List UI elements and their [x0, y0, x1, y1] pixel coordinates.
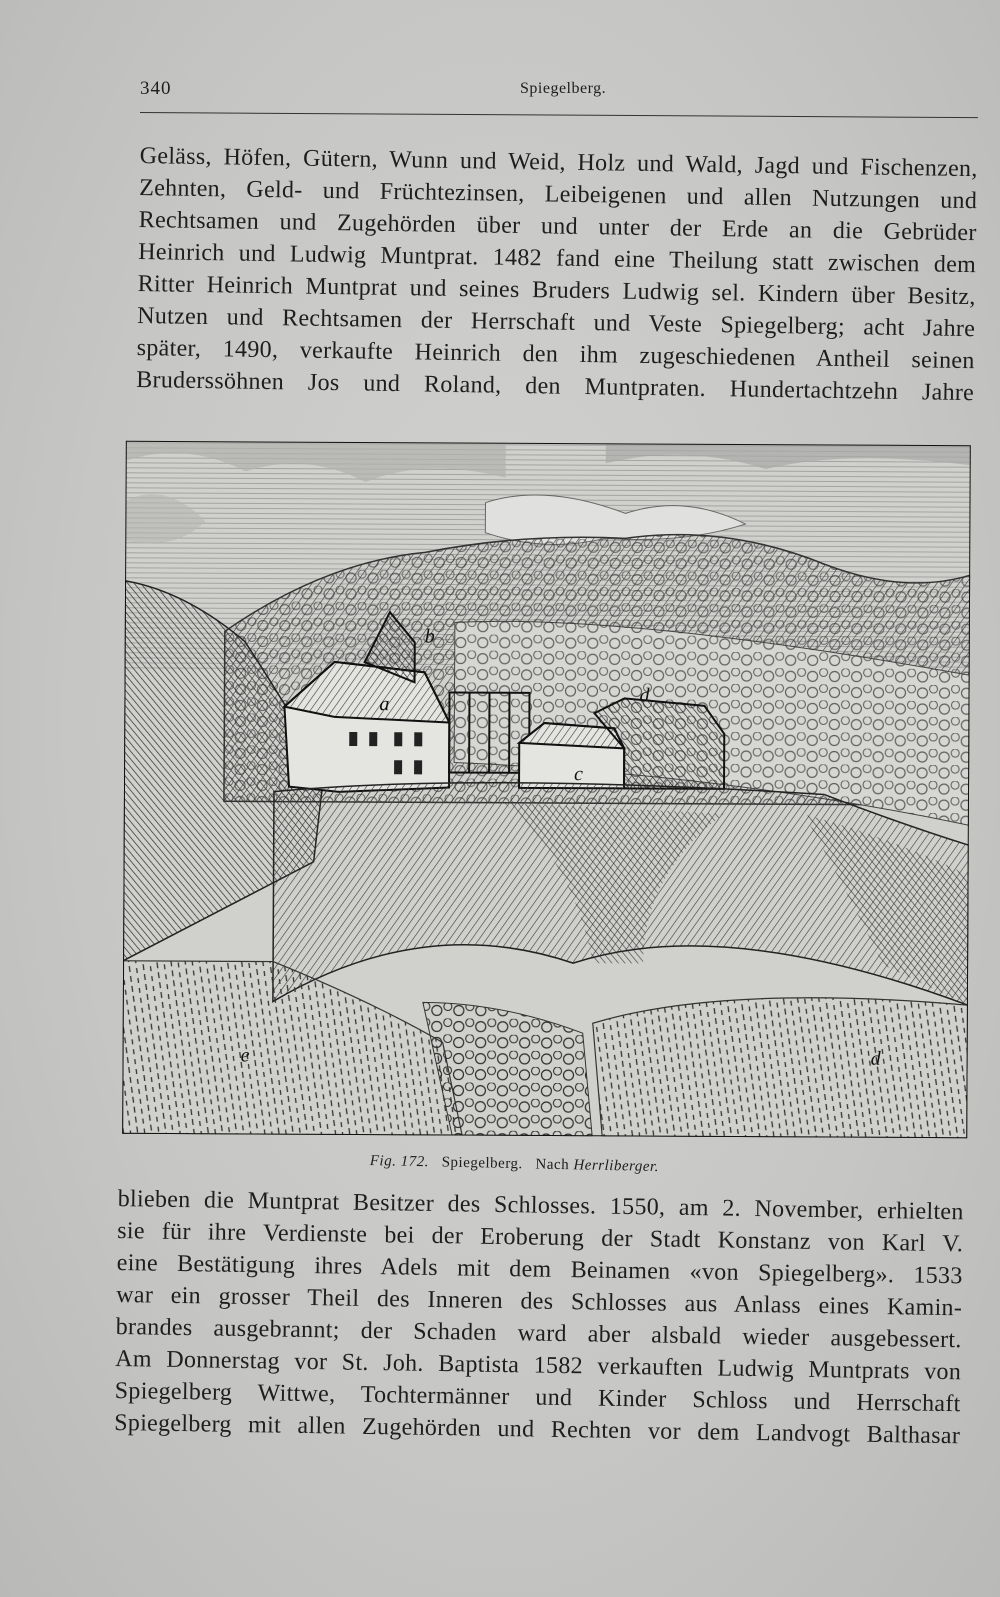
page-header: [140, 78, 965, 102]
figure-label-d: d: [639, 684, 650, 707]
engraving-figure: [122, 441, 971, 1138]
text-line: eine Bestätigung ihres Adels mit dem Beinamen «von Spiegelberg». 1533: [116, 1249, 963, 1290]
text-line: sie für ihre Verdienste bei der Eroberung der Stadt Konstanz von Karl V.: [117, 1217, 964, 1258]
text-line: später, 1490, verkaufte Heinrich den ihm zugeschiedenen Antheil seinen: [136, 334, 975, 375]
text-line: Spiegelberg mit allen Zugehörden und Rechten vor dem Landvogt Balthasar: [114, 1409, 961, 1450]
text-line: Ritter Heinrich Muntprat und seines Bruders Ludwig sel. Kindern über Besitz,: [137, 270, 976, 311]
figure-caption: [370, 1153, 659, 1176]
figure-label-e: e: [240, 1044, 250, 1067]
bottom-paragraph: [114, 1183, 964, 1452]
text-line: Heinrich und Ludwig Muntprat. 1482 fand eine Theilung statt zwischen dem: [138, 238, 977, 279]
figure-label-f: d: [870, 1047, 881, 1070]
text-line: Am Donnerstag vor St. Joh. Baptista 1582 verkauften Ludwig Muntprats von: [115, 1345, 962, 1386]
caption-fig-number: Fig. 172.: [369, 1153, 430, 1171]
text-line: Bruderssöhnen Jos und Roland, den Muntpraten. Hundertachtzehn Jahre: [136, 366, 975, 407]
text-line: blieben die Muntprat Besitzer des Schlosses. 1550, am 2. November, erhielten: [117, 1185, 964, 1226]
text-line: Nutzen und Rechtsamen der Herrschaft und Veste Spiegelberg; acht Jahre: [137, 302, 976, 343]
figure-label-a: a: [379, 693, 390, 716]
caption-nach: Nach: [535, 1156, 570, 1174]
text-line: Rechtsamen und Zugehörden über und unter der Erde an die Gebrüder: [138, 206, 977, 247]
running-title: Spiegelberg.: [520, 80, 607, 97]
caption-author: Herrliberger.: [573, 1157, 660, 1176]
figure-label-b: b: [424, 625, 435, 648]
text-line: brandes ausgebrannt; der Schaden ward aber alsbald wieder ausgebessert.: [115, 1313, 962, 1354]
top-paragraph: [136, 140, 978, 409]
text-line: Spiegelberg Wittwe, Tochtermänner und Kinder Schloss und Herrschaft: [114, 1377, 961, 1418]
text-line: war ein grosser Theil des Inneren des Schlosses aus Anlass eines Kamin-: [116, 1281, 963, 1322]
caption-title: Spiegelberg.: [441, 1154, 523, 1173]
text-line: Zehnten, Geld- und Früchtezinsen, Leibeigenen und allen Nutzungen und: [139, 174, 978, 215]
figure-label-c: c: [574, 763, 584, 786]
page-number: 340: [140, 78, 172, 99]
engraving-illustration: [122, 441, 971, 1138]
text-line: Geläss, Höfen, Gütern, Wunn und Weid, Holz und Wald, Jagd und Fischenzen,: [139, 142, 978, 183]
header-rule: [140, 112, 978, 118]
